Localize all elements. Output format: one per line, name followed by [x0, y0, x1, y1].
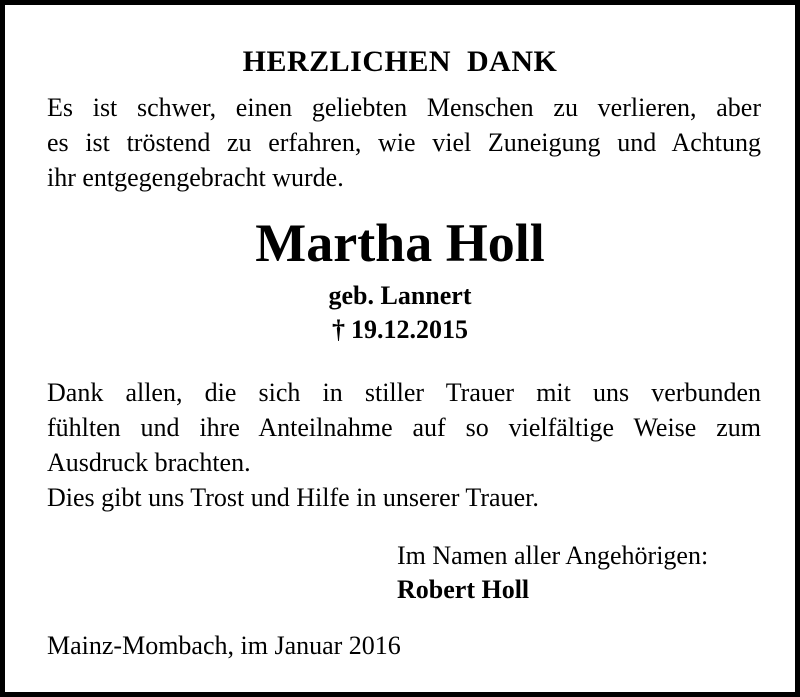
thanks-line: Dank allen, die sich in stiller Trauer mit uns verbunden — [47, 378, 761, 407]
death-date: 19.12.2015 — [351, 315, 468, 344]
intro-paragraph — [47, 90, 761, 195]
intro-line: ihr entgegengebracht wurde. — [47, 163, 344, 192]
thanks-line: fühlten und ihre Anteilnahme auf so vielfältige Weise zum — [47, 413, 761, 442]
signature-name: Robert Holl — [397, 575, 530, 604]
cross-icon: † — [332, 315, 345, 344]
place-and-date: Mainz-Mombach, im Januar 2016 — [47, 631, 401, 660]
comfort-line: Dies gibt uns Trost und Hilfe in unserer Trauer. — [47, 483, 539, 512]
death-date-line — [5, 313, 795, 347]
deceased-name: Martha Holl — [255, 213, 545, 273]
intro-line: es ist tröstend zu erfahren, wie viel Zuneigung und Achtung — [47, 128, 761, 157]
thanks-line: Ausdruck brachten. — [47, 448, 251, 477]
heading: HERZLICHEN DANK — [242, 45, 558, 78]
intro-line: Es ist schwer, einen geliebten Menschen zu verlieren, aber — [47, 93, 761, 122]
thanks-paragraph — [47, 375, 761, 480]
maiden-name: geb. Lannert — [328, 281, 472, 310]
signature-label: Im Namen aller Angehörigen: — [397, 541, 709, 570]
comfort-paragraph — [47, 480, 761, 515]
